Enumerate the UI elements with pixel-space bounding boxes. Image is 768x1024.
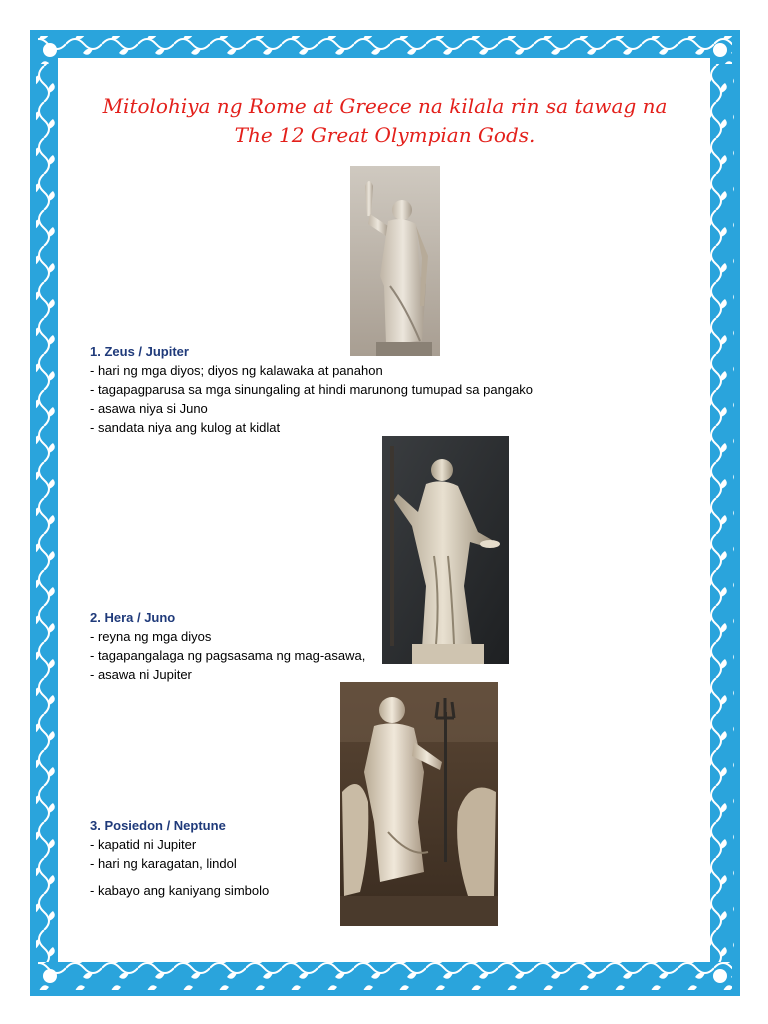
poseidon-statue-image bbox=[340, 682, 498, 926]
god-description-line: - hari ng mga diyos; diyos ng kalawaka at panahon bbox=[90, 363, 383, 378]
god-heading: 3. Posiedon / Neptune bbox=[90, 818, 226, 833]
god-description-line: - asawa ni Jupiter bbox=[90, 667, 192, 682]
god-description-line: - asawa niya si Juno bbox=[90, 401, 208, 416]
god-entry-zeus bbox=[90, 342, 533, 437]
god-description-line: - kapatid ni Jupiter bbox=[90, 837, 197, 852]
god-description-line: - tagapangalaga ng pagsasama ng mag-asawa, bbox=[90, 648, 366, 663]
hera-statue-image bbox=[382, 436, 509, 664]
zeus-statue-image bbox=[350, 166, 440, 356]
god-description-line: - reyna ng mga diyos bbox=[90, 629, 212, 644]
god-description-line: - sandata niya ang kulog at kidlat bbox=[90, 420, 281, 435]
god-heading: 1. Zeus / Jupiter bbox=[90, 344, 189, 359]
page-title bbox=[60, 92, 710, 150]
god-heading: 2. Hera / Juno bbox=[90, 610, 176, 625]
god-description-line: - tagapagparusa sa mga sinungaling at hindi marunong tumupad sa pangako bbox=[90, 382, 534, 397]
title-line-2: The 12 Great Olympian Gods. bbox=[234, 123, 536, 147]
god-entry-poseidon bbox=[90, 816, 269, 900]
god-description-line: - kabayo ang kaniyang simbolo bbox=[90, 883, 270, 898]
god-description-line: - hari ng karagatan, lindol bbox=[90, 856, 237, 871]
god-entry-hera bbox=[90, 608, 365, 684]
title-line-1: Mitolohiya ng Rome at Greece na kilala rin sa tawag na bbox=[102, 94, 668, 118]
